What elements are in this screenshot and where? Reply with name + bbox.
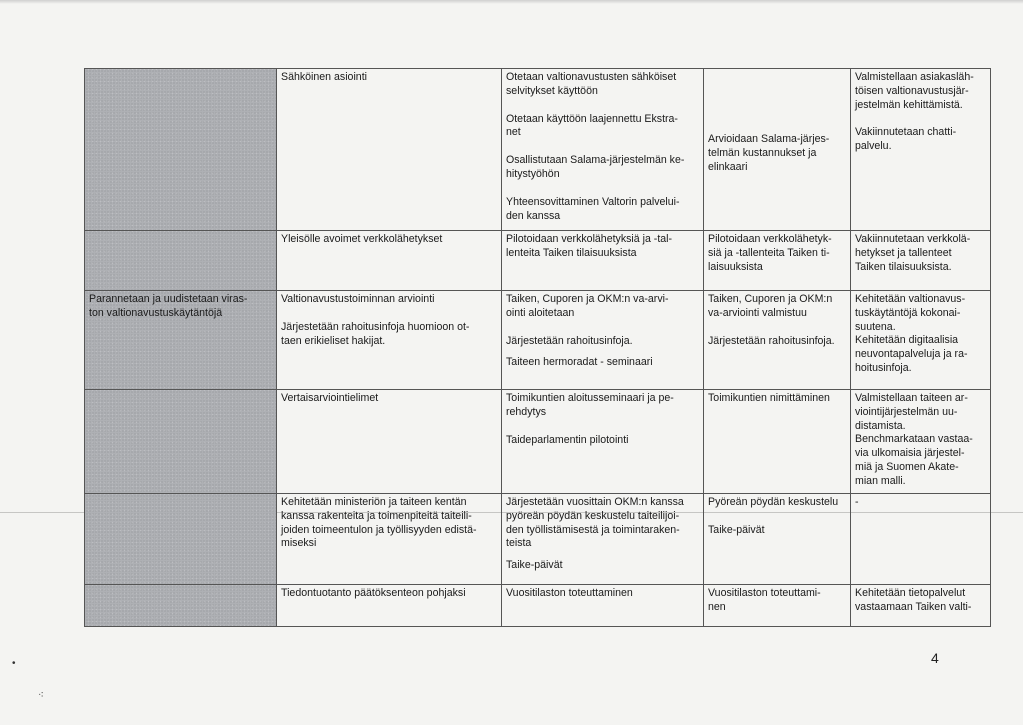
- measure-text: Kehitetään ministeriön ja taiteen kentän kanssa rakenteita ja toimenpiteitä taiteili- joiden toimeentulon ja työllisyyden edistä- miseksi: [281, 496, 477, 550]
- goal-text: Parannetaan ja uudistetaan viras- ton valtionavustuskäytäntöjä: [89, 293, 248, 319]
- measure-text: Vertaisarviointielimet: [281, 392, 379, 404]
- measure-cell: [277, 231, 502, 291]
- result-cell: [704, 291, 851, 390]
- plan-text: Järjestetään rahoitusinfoja.: [506, 334, 633, 347]
- result-text: Taike-päivät: [708, 523, 765, 536]
- scan-speck: •: [12, 658, 16, 669]
- measure-text: Järjestetään rahoitusinfoja huomioon ot- taen erikieliset hakijat.: [281, 320, 470, 347]
- plan-cell: [502, 231, 704, 291]
- goal-cell: [85, 291, 277, 390]
- target-text: Valmistellaan taiteen ar- viointijärjestelmän uu- distamista. Benchmarkataan vastaa- via ulkomaisia järjestel- miä ja Suomen Akate- mian malli.: [855, 392, 973, 487]
- measure-text: Yleisölle avoimet verkkolähetykset: [281, 233, 443, 245]
- table-row: [85, 585, 991, 627]
- table-row: [85, 390, 991, 494]
- target-cell: [851, 390, 991, 494]
- target-cell: [851, 69, 991, 231]
- table-row: [85, 231, 991, 291]
- plan-text: Taiteen hermoradat - seminaari: [506, 356, 653, 369]
- result-text: Vuositilaston toteuttami- nen: [708, 587, 821, 613]
- target-cell: [851, 291, 991, 390]
- result-text: Järjestetään rahoitusinfoja.: [708, 334, 835, 347]
- plan-text: Taideparlamentin pilotointi: [506, 433, 629, 446]
- target-cell: [851, 494, 991, 585]
- plan-text: Otetaan käyttöön laajennettu Ekstra- net: [506, 112, 678, 139]
- measure-text: Tiedontuotanto päätöksenteon pohjaksi: [281, 587, 466, 599]
- goal-cell: [85, 585, 277, 627]
- plan-cell: [502, 291, 704, 390]
- result-cell: [704, 231, 851, 291]
- measure-cell: [277, 390, 502, 494]
- goal-cell: [85, 69, 277, 231]
- measure-text: Sähköinen asiointi: [281, 71, 367, 83]
- result-text: Pyöreän pöydän keskustelu: [708, 496, 839, 508]
- measure-cell: [277, 291, 502, 390]
- target-text: Kehitetään tietopalvelut vastaamaan Taiken valti-: [855, 587, 972, 613]
- target-cell: [851, 231, 991, 291]
- result-cell: [704, 494, 851, 585]
- target-text: Kehitetään digitaalisia neuvontapalveluja ja ra- hoitusinfoja.: [855, 334, 968, 374]
- plan-text: Otetaan valtionavustusten sähköiset selvitykset käyttöön: [506, 71, 677, 97]
- target-text: Valmistellaan asiakasläh- töisen valtionavustusjär- jestelmän kehittämistä.: [855, 71, 974, 111]
- table-row: [85, 291, 991, 390]
- result-cell: [704, 69, 851, 231]
- measure-cell: [277, 585, 502, 627]
- plan-text: Osallistutaan Salama-järjestelmän ke- hitystyöhön: [506, 154, 685, 180]
- target-text: Vakiinnutetaan chatti- palvelu.: [855, 126, 957, 153]
- plan-text: Pilotoidaan verkkolähetyksiä ja -tal- lenteita Taiken tilaisuuksista: [506, 233, 673, 259]
- target-cell: [851, 585, 991, 627]
- plan-text: Vuositilaston toteuttaminen: [506, 587, 633, 599]
- plan-text: Järjestetään vuosittain OKM:n kanssa pyöreän pöydän keskustelu taiteilijoi- den työllistämisestä ja toimintaraken- teista: [506, 496, 684, 550]
- goal-cell: [85, 231, 277, 291]
- plan-text: Taiken, Cuporen ja OKM:n va-arvi- ointi aloitetaan: [506, 293, 669, 319]
- plan-text: Taike-päivät: [506, 559, 563, 572]
- result-text: Arvioidaan Salama-järjes- telmän kustannukset ja elinkaari: [708, 133, 830, 173]
- measure-cell: [277, 494, 502, 585]
- table-row: [85, 494, 991, 585]
- table-row: [85, 69, 991, 231]
- action-plan-table: [84, 68, 991, 627]
- goal-cell: [85, 390, 277, 494]
- plan-cell: [502, 494, 704, 585]
- measure-cell: [277, 69, 502, 231]
- result-text: Taiken, Cuporen ja OKM:n va-arviointi valmistuu: [708, 293, 833, 319]
- plan-cell: [502, 390, 704, 494]
- result-text: Toimikuntien nimittäminen: [708, 392, 830, 404]
- measure-text: Valtionavustustoiminnan arviointi: [281, 293, 435, 305]
- plan-cell: [502, 585, 704, 627]
- result-cell: [704, 390, 851, 494]
- goal-cell: [85, 494, 277, 585]
- target-text: Vakiinnutetaan verkkolä- hetykset ja tallenteet Taiken tilaisuuksista.: [855, 233, 971, 273]
- scan-edge: [0, 0, 1023, 4]
- plan-text: Toimikuntien aloitusseminaari ja pe- rehdytys: [506, 392, 674, 418]
- result-cell: [704, 585, 851, 627]
- target-text: Kehitetään valtionavus- tuskäytäntöjä kokonai- suutena.: [855, 293, 966, 333]
- plan-cell: [502, 69, 704, 231]
- scan-speck: ⁖: [38, 690, 44, 701]
- result-text: Pilotoidaan verkkolähetyk- siä ja -tallenteita Taiken ti- laisuuksista: [708, 233, 832, 273]
- page-number: 4: [931, 650, 939, 666]
- target-text: -: [855, 496, 859, 508]
- plan-text: Yhteensovittaminen Valtorin palvelui- den kanssa: [506, 195, 680, 222]
